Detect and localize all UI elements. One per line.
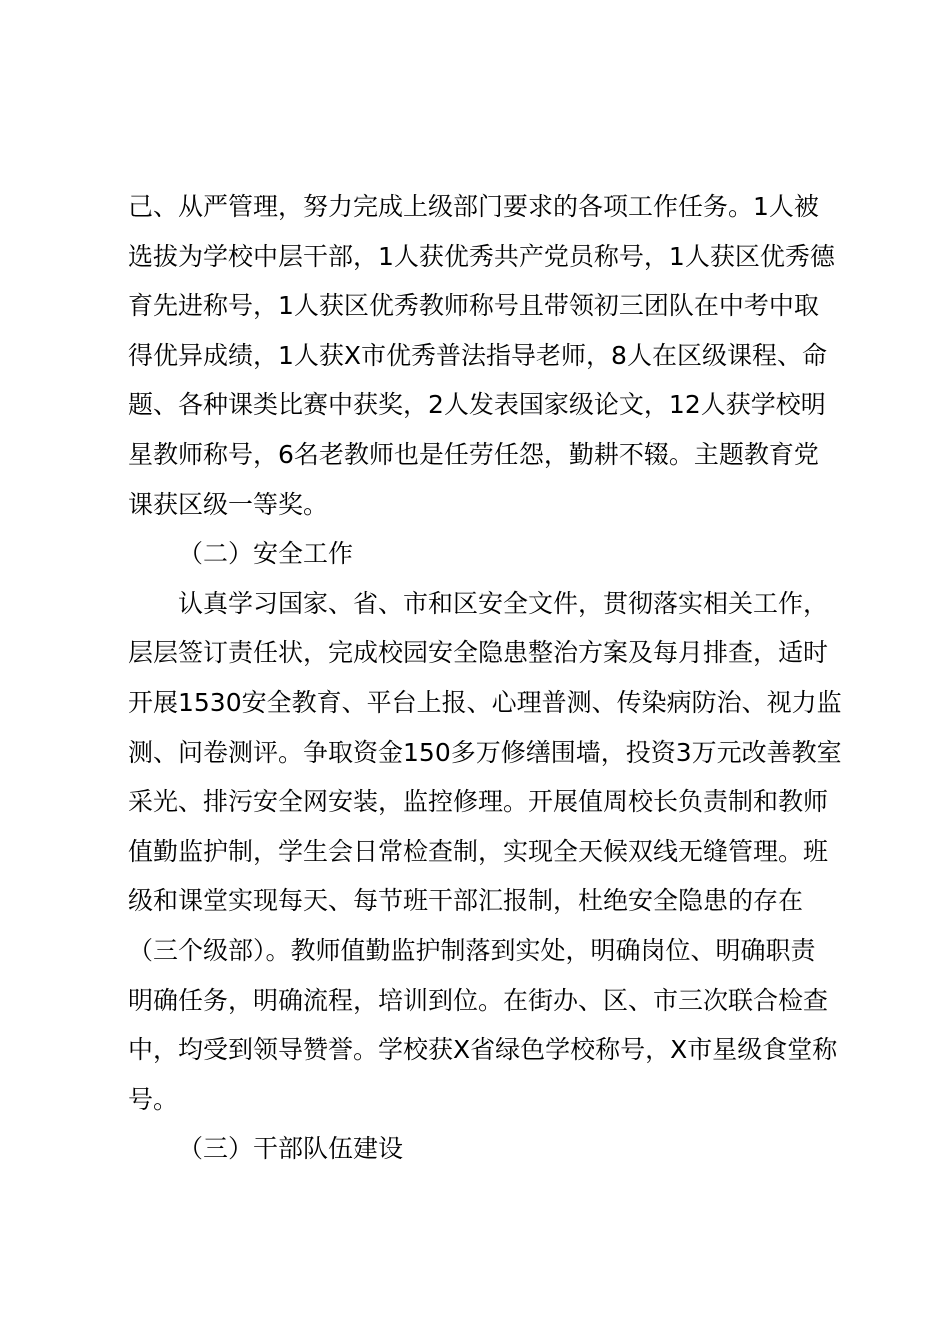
- body-text-line: 己、从严管理，努力完成上级部门要求的各项工作任务。1人被: [128, 192, 819, 221]
- body-text-line: 认真学习国家、省、市和区安全文件，贯彻落实相关工作，: [178, 588, 829, 618]
- section-heading-cadre: （三）干部队伍建设: [178, 1134, 404, 1164]
- body-text-line: 开展1530安全教育、平台上报、心理普测、传染病防治、视力监: [128, 687, 842, 717]
- body-text-line: 值勤监护制，学生会日常检查制，实现全天候双线无缝管理。班: [128, 836, 829, 866]
- body-text-line: 级和课堂实现每天、每节班干部汇报制，杜绝安全隐患的存在: [128, 886, 804, 916]
- body-text-line: 题、各种课类比赛中获奖，2人发表国家级论文，12人获学校明: [128, 390, 826, 420]
- body-text-line: 星教师称号，6名老教师也是任劳任怨，勤耕不辍。主题教育党: [128, 439, 819, 469]
- document-body: [128, 182, 858, 1174]
- body-text-line: 测、问卷测评。争取资金150多万修缮围墙，投资3万元改善教室: [128, 737, 842, 767]
- body-text-line: 选拔为学校中层干部，1人获优秀共产党员称号，1人获区优秀德: [128, 241, 835, 271]
- body-text-line: （三个级部）。教师值勤监护制落到实处，明确岗位、明确职责: [128, 935, 816, 965]
- body-text-line: 育先进称号，1人获区优秀教师称号且带领初三团队在中考中取: [128, 291, 819, 321]
- body-text-line: 课获区级一等奖。: [128, 489, 329, 519]
- body-text-line: 号。: [128, 1084, 179, 1114]
- section-heading-safety: （二）安全工作: [178, 539, 354, 569]
- body-text-line: 明确任务，明确流程，培训到位。在街办、区、市三次联合检查: [128, 985, 829, 1015]
- body-text-line: 采光、排污安全网安装，监控修理。开展值周校长负责制和教师: [128, 787, 829, 817]
- body-text-line: 层层签订责任状，完成校园安全隐患整治方案及每月排查，适时: [128, 638, 829, 668]
- body-text-line: 得优异成绩，1人获X市优秀普法指导老师，8人在区级课程、命: [128, 340, 827, 370]
- body-text-line: 中，均受到领导赞誉。学校获X省绿色学校称号，X市星级食堂称: [128, 1035, 838, 1065]
